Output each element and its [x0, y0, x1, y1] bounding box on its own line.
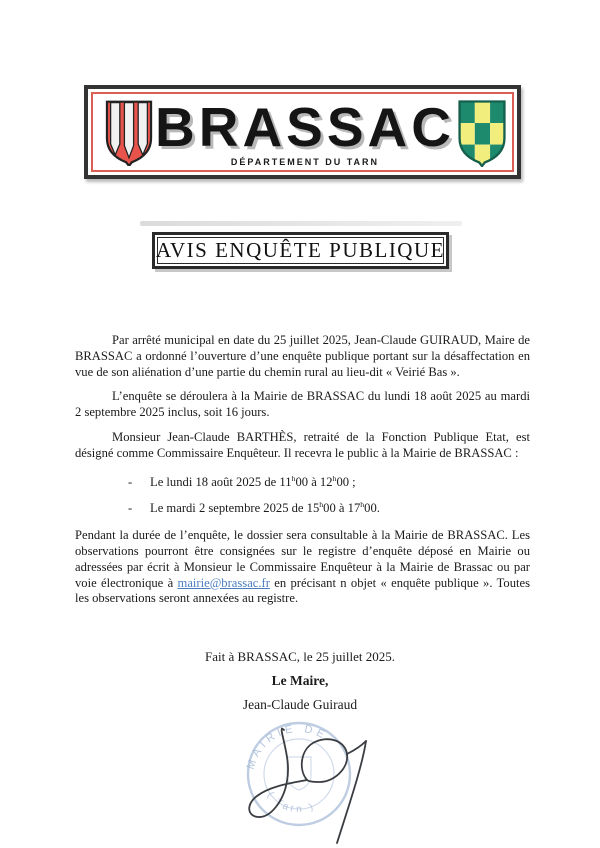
paragraph-duree-enquete: L’enquête se déroulera à la Mairie de BRASSAC du lundi 18 août 2025 au mardi 2 septembre 2025 inclus, soit 16 jours.	[75, 389, 530, 420]
svg-text:( Tarn ): ( Tarn )	[264, 789, 318, 816]
closing-block	[0, 649, 600, 713]
paragraph-commissaire: Monsieur Jean-Claude BARTHÈS, retraité de la Fonction Publique Etat, est désigné comme Commissaire Enquêteur. Il recevra le public à la Mairie de BRASSAC :	[75, 429, 530, 460]
notice-title: AVIS ENQUÊTE PUBLIQUE	[156, 238, 445, 262]
list-item	[128, 475, 530, 491]
scan-artifact	[140, 221, 462, 226]
signatory-role: Le Maire,	[271, 673, 329, 688]
paragraph-observations: Pendant la durée de l’enquête, le dossier sera consultable à la Mairie de BRASSAC. Les observations pourront être consignées sur le registre d’enquête déposé en Mairie ou adressées par écrit à Monsieur le Commissaire Enquêteur à la Mairie de Brassac ou par voie électronique à mairie@brassac.fr en précisant n objet « enquête publique ». Toutes les observations seront annexées au registre.	[75, 528, 530, 606]
place-and-date: Fait à BRASSAC, le 25 juillet 2025.	[205, 649, 395, 664]
list-item	[128, 501, 530, 517]
paragraph-arrete: Par arrêté municipal en date du 25 juillet 2025, Jean-Claude GUIRAUD, Maire de BRASSAC a ordonné l’ouverture d’une enquête publique portant sur la désaffectation en vue de son aliénation d’une partie du chemin rural au lieu-dit « Veirié Bas ».	[75, 333, 530, 379]
bullet-dash: -	[128, 474, 133, 489]
mayor-signature	[225, 723, 415, 846]
email-link[interactable]: mairie@brassac.fr	[177, 575, 270, 590]
department-subtitle: DÉPARTEMENT DU TARN	[230, 156, 380, 167]
notice-body	[75, 333, 530, 616]
svg-text:MAIRIE DE: MAIRIE DE	[244, 722, 330, 771]
town-name-title: BRASSAC	[155, 95, 455, 158]
brassac-coat-of-arms-shield-icon	[103, 98, 155, 166]
municipality-banner	[84, 85, 521, 179]
signatory-name: Jean-Claude Guiraud	[242, 697, 358, 712]
permanence-1: Le lundi 18 août 2025 de 11$^h$00 à 12$^h$00 ;	[150, 473, 356, 489]
green-yellow-checker-shield-icon	[455, 97, 509, 167]
bullet-dash: -	[128, 501, 133, 516]
notice-title-box	[152, 232, 449, 269]
permanence-2: Le mardi 2 septembre 2025 de 15$^h$00 à 17$^h$00.	[150, 500, 380, 516]
